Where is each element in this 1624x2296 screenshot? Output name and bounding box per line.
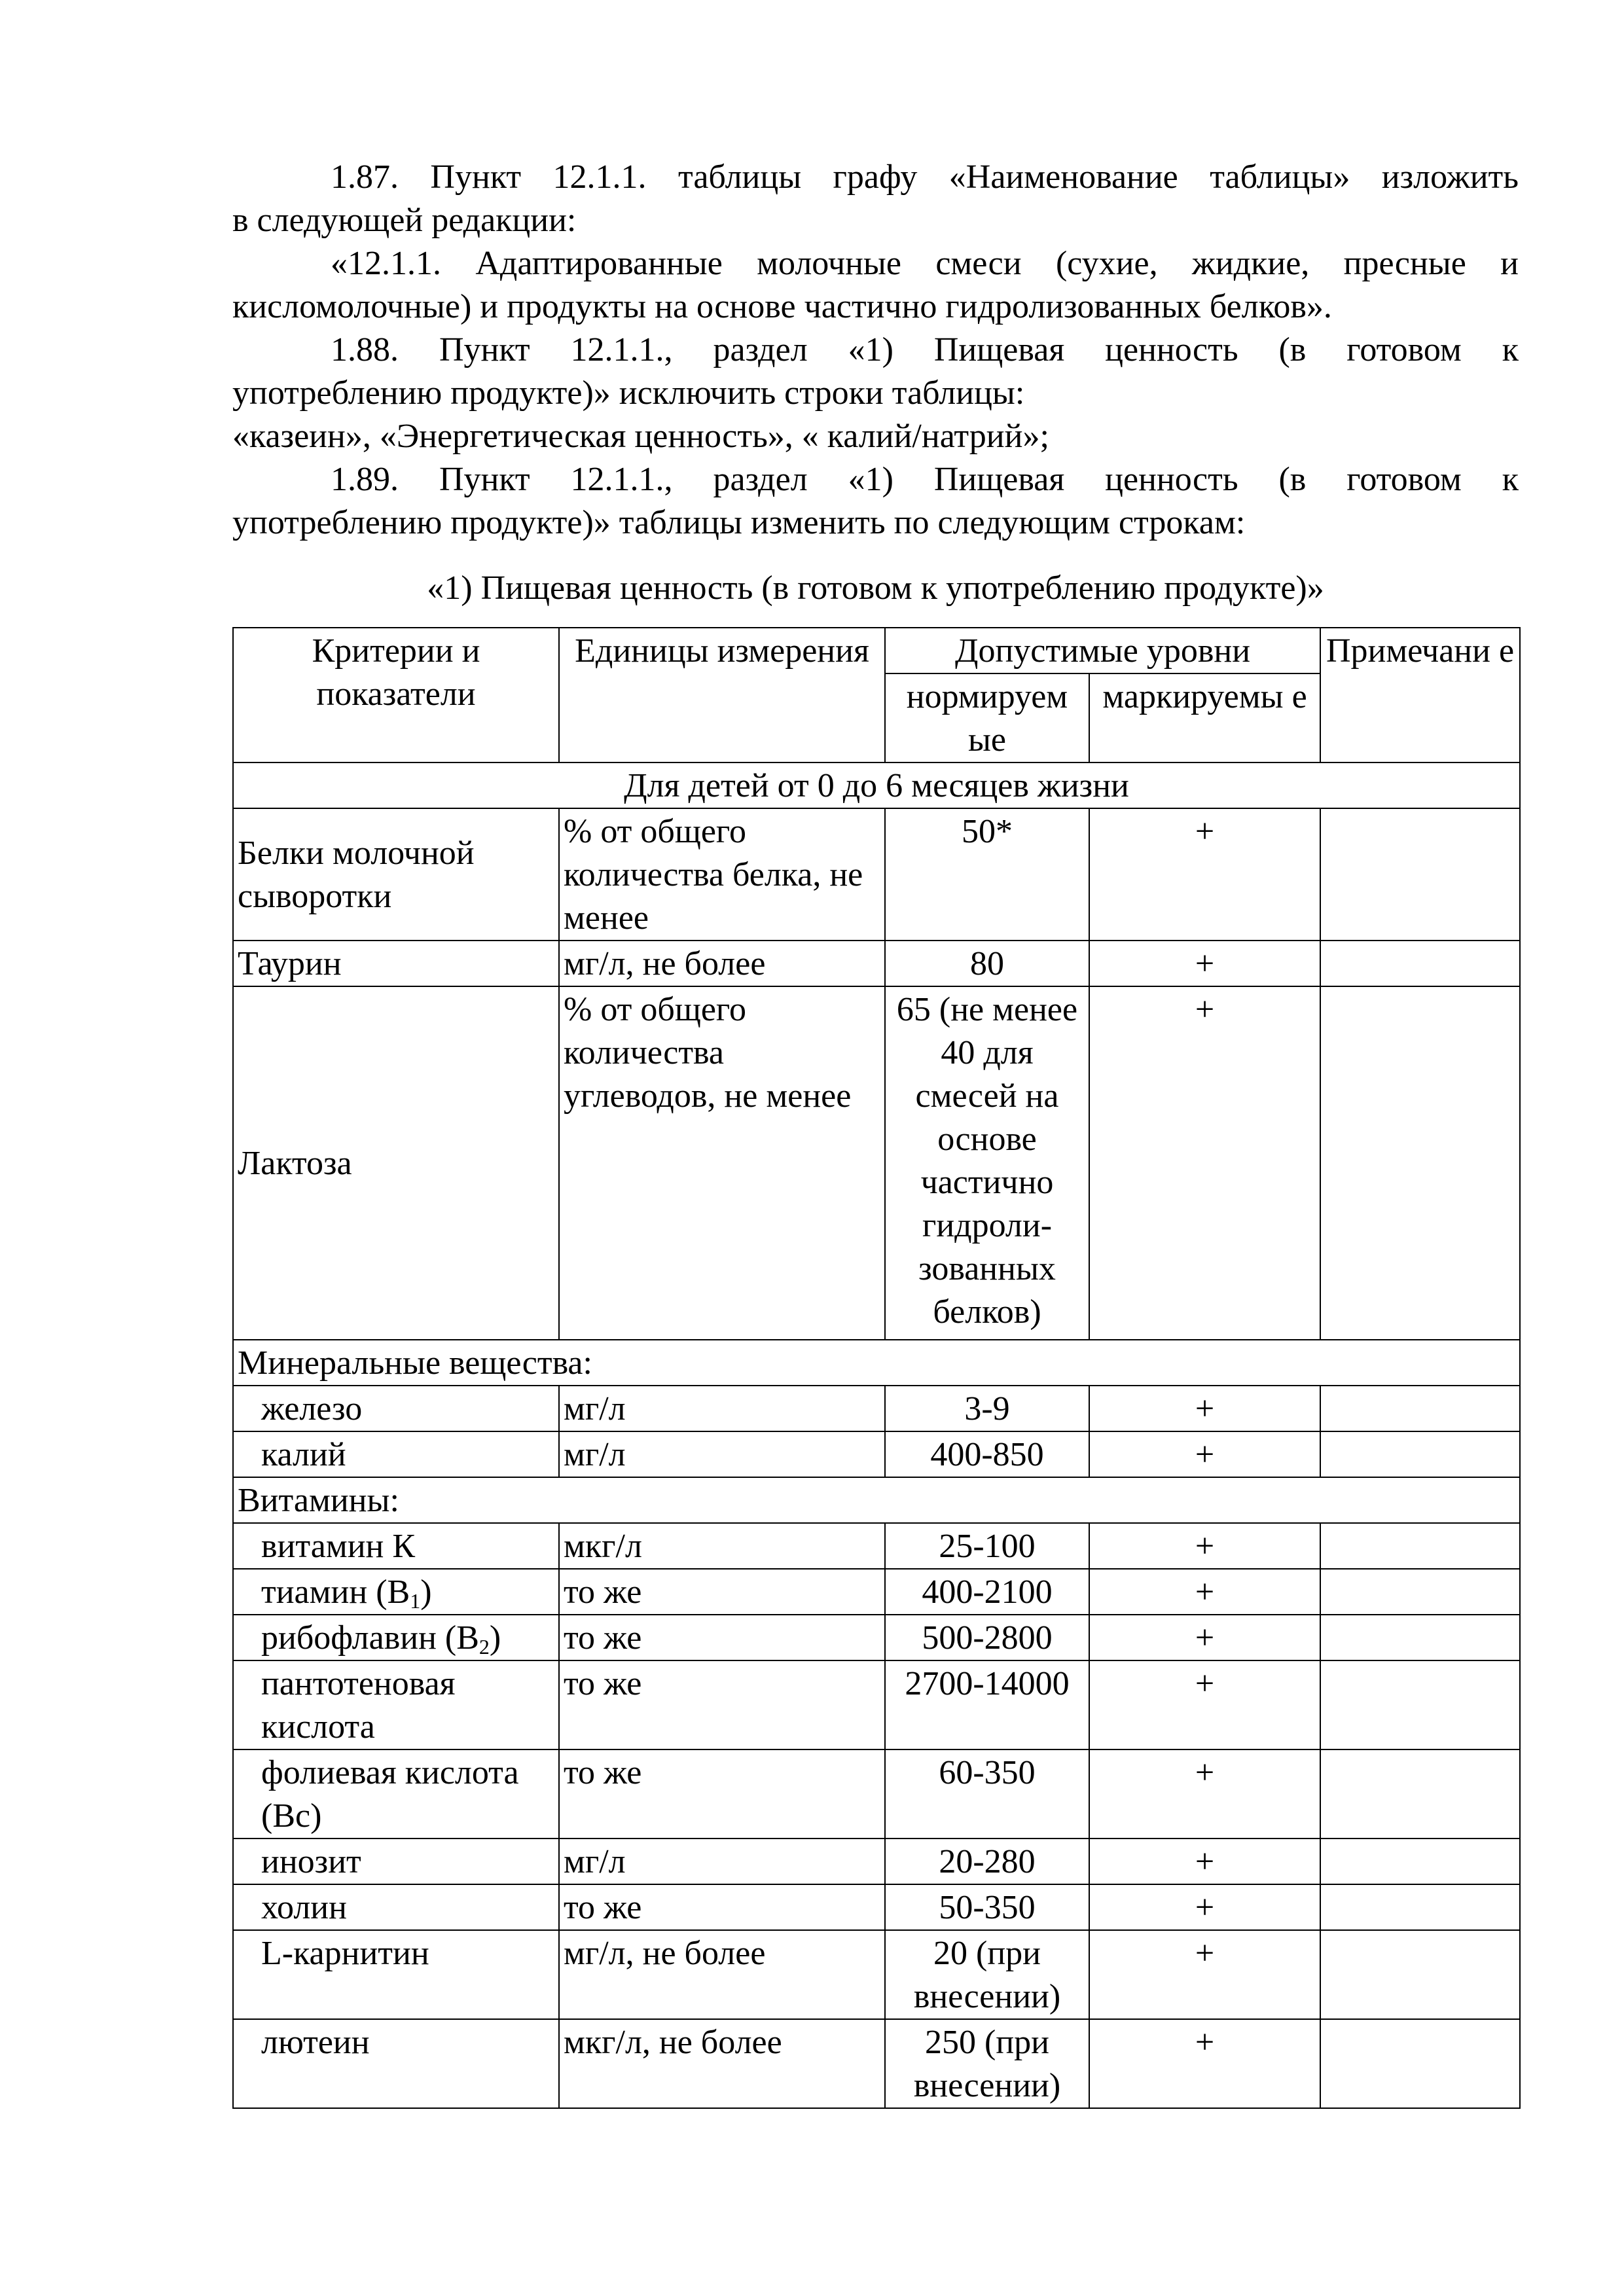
- row-note: [1320, 1523, 1520, 1569]
- row-unit: мг/л: [559, 1386, 885, 1431]
- row-normed: 50-350: [885, 1884, 1089, 1930]
- row-labeled: +: [1089, 1839, 1320, 1884]
- row-labeled: +: [1089, 1615, 1320, 1660]
- row-normed: 25-100: [885, 1523, 1089, 1569]
- row-unit: мг/л: [559, 1839, 885, 1884]
- row-labeled: +: [1089, 1569, 1320, 1615]
- row-normed: 400-850: [885, 1431, 1089, 1477]
- section-row: [233, 1340, 1520, 1386]
- header-note: Примечани е: [1320, 628, 1520, 762]
- row-unit: мкг/л, не более: [559, 2019, 885, 2108]
- row-name: Лактоза: [233, 986, 559, 1340]
- table-row: [233, 1930, 1520, 2019]
- row-labeled: +: [1089, 2019, 1320, 2108]
- row-labeled: +: [1089, 1930, 1320, 2019]
- paragraph-12-1-1-line-2: кисломолочные) и продукты на основе частично гидролизованных белков».: [232, 288, 1332, 325]
- row-unit: то же: [559, 1569, 885, 1615]
- paragraph-1-87-line-1: 1.87. Пункт 12.1.1. таблицы графу «Наименование таблицы» изложить: [331, 158, 1519, 196]
- table-row: [233, 1749, 1520, 1839]
- table-row: [233, 941, 1520, 986]
- row-unit: % от общего количества углеводов, не менее: [559, 986, 885, 1340]
- row-normed: 65 (не менее 40 для смесей на основе частично гидроли-зованных белков): [885, 986, 1089, 1340]
- row-note: [1320, 1615, 1520, 1660]
- row-normed: 3-9: [885, 1386, 1089, 1431]
- row-note: [1320, 986, 1520, 1340]
- header-normed: нормируем ые: [885, 673, 1089, 762]
- row-unit: то же: [559, 1615, 885, 1660]
- row-name: Таурин: [233, 941, 559, 986]
- row-name: тиамин $(B_1)$: [261, 1573, 432, 1613]
- table-row: [233, 1660, 1520, 1749]
- row-note: [1320, 1660, 1520, 1749]
- table-header-row: [233, 628, 1520, 673]
- row-labeled: +: [1089, 986, 1320, 1340]
- paragraph-1-87-line-2: в следующей редакции:: [232, 202, 577, 239]
- row-normed: 20 (при внесении): [885, 1930, 1089, 2019]
- row-normed: 400-2100: [885, 1569, 1089, 1615]
- row-labeled: +: [1089, 1386, 1320, 1431]
- paragraph-1-88-line-2: употреблению продукте)» исключить строки таблицы:: [232, 374, 1025, 412]
- row-name: пантотеновая кислота: [261, 1665, 456, 1746]
- row-labeled: +: [1089, 1523, 1320, 1569]
- row-name: лютеин: [261, 2024, 370, 2061]
- row-note: [1320, 1839, 1520, 1884]
- section-vitamins: Витамины:: [233, 1477, 1520, 1523]
- row-name: холин: [261, 1889, 347, 1926]
- paragraph-1-88: [232, 329, 1519, 458]
- row-name: фолиевая кислота (Вс): [261, 1754, 519, 1835]
- row-normed: 2700-14000: [885, 1660, 1089, 1749]
- row-unit: мг/л, не более: [559, 1930, 885, 2019]
- table-row: [233, 1386, 1520, 1431]
- row-name: инозит: [261, 1843, 361, 1880]
- section-infants: Для детей от 0 до 6 месяцев жизни: [233, 762, 1520, 808]
- paragraph-1-89-line-2: употреблению продукте)» таблицы изменить по следующим строкам:: [232, 504, 1246, 541]
- row-note: [1320, 1749, 1520, 1839]
- table-row: [233, 1523, 1520, 1569]
- row-unit: то же: [559, 1749, 885, 1839]
- paragraph-12-1-1: [232, 242, 1519, 329]
- row-note: [1320, 808, 1520, 941]
- row-labeled: +: [1089, 1660, 1320, 1749]
- paragraph-1-88-line-1: 1.88. Пункт 12.1.1., раздел «1) Пищевая ценность (в готовом к: [331, 331, 1519, 368]
- row-note: [1320, 1884, 1520, 1930]
- row-name: рибофлавин $(B_2)$: [261, 1619, 501, 1659]
- table-row: [233, 986, 1520, 1340]
- paragraph-1-89-line-1: 1.89. Пункт 12.1.1., раздел «1) Пищевая ценность (в готовом к: [331, 461, 1519, 498]
- table-row: [233, 1615, 1520, 1660]
- row-note: [1320, 1569, 1520, 1615]
- table-row: [233, 1884, 1520, 1930]
- table-caption: «1) Пищевая ценность (в готовом к употреблению продукте)»: [427, 569, 1324, 607]
- row-labeled: +: [1089, 941, 1320, 986]
- row-name: L-карнитин: [261, 1935, 429, 1972]
- row-normed: 60-350: [885, 1749, 1089, 1839]
- header-labeled: маркируемы е: [1089, 673, 1320, 762]
- row-note: [1320, 1431, 1520, 1477]
- row-normed: 500-2800: [885, 1615, 1089, 1660]
- row-note: [1320, 1386, 1520, 1431]
- row-unit: то же: [559, 1884, 885, 1930]
- row-unit: то же: [559, 1660, 885, 1749]
- section-row: [233, 762, 1520, 808]
- row-name: витамин К: [261, 1528, 416, 1565]
- nutrition-table: [232, 627, 1521, 2109]
- row-unit: % от общего количества белка, не менее: [559, 808, 885, 941]
- paragraph-1-87: [232, 156, 1519, 242]
- row-unit: мг/л: [559, 1431, 885, 1477]
- row-name: железо: [261, 1390, 363, 1427]
- row-labeled: +: [1089, 1749, 1320, 1839]
- header-levels: Допустимые уровни: [885, 628, 1320, 673]
- row-normed: 250 (при внесении): [885, 2019, 1089, 2108]
- paragraph-12-1-1-line-1: «12.1.1. Адаптированные молочные смеси (сухие, жидкие, пресные и: [331, 245, 1519, 282]
- row-note: [1320, 941, 1520, 986]
- table-row: [233, 808, 1520, 941]
- row-normed: 50*: [885, 808, 1089, 941]
- section-minerals: Минеральные вещества:: [233, 1340, 1520, 1386]
- row-normed: 80: [885, 941, 1089, 986]
- table-row: [233, 1839, 1520, 1884]
- header-criteria: Критерии и показатели: [233, 628, 559, 762]
- row-labeled: +: [1089, 808, 1320, 941]
- row-note: [1320, 1930, 1520, 2019]
- row-name: калий: [261, 1436, 346, 1473]
- section-row: [233, 1477, 1520, 1523]
- row-labeled: +: [1089, 1431, 1320, 1477]
- paragraph-1-88-line-3: «казеин», «Энергетическая ценность», « калий/натрий»;: [232, 418, 1049, 455]
- table-row: [233, 1431, 1520, 1477]
- header-units: Единицы измерения: [559, 628, 885, 762]
- table-row: [233, 1569, 1520, 1615]
- row-note: [1320, 2019, 1520, 2108]
- row-unit: мг/л, не более: [559, 941, 885, 986]
- row-labeled: +: [1089, 1884, 1320, 1930]
- row-unit: мкг/л: [559, 1523, 885, 1569]
- row-normed: 20-280: [885, 1839, 1089, 1884]
- paragraph-1-89: [232, 458, 1519, 545]
- table-row: [233, 2019, 1520, 2108]
- row-name: Белки молочной сыворотки: [233, 808, 559, 941]
